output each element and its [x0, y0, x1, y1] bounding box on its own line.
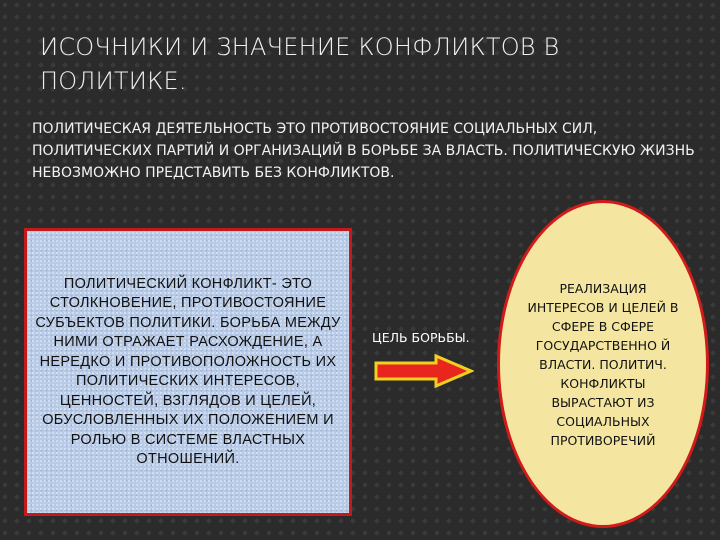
right-arrow-icon: [374, 354, 474, 388]
definition-box: [24, 228, 352, 516]
goal-ellipse: [497, 200, 709, 528]
goal-label: ЦЕЛЬ БОРЬБЫ.: [372, 330, 470, 345]
slide-title: ИСОЧНИКИ И ЗНАЧЕНИЕ КОНФЛИКТОВ В ПОЛИТИКЕ.: [40, 33, 560, 95]
definition-text: ПОЛИТИЧЕСКИЙ КОНФЛИКТ- ЭТО СТОЛКНОВЕНИЕ, ПРОТИВОСТОЯНИЕ СУБЪЕКТОВ ПОЛИТИКИ. БОРЬБА МЕЖДУ НИМИ ОТРАЖАЕТ РАСХОЖДЕНИЕ, А НЕРЕДКО И ПРОТИВОПОЛОЖНОСТЬ ИХ ПОЛИТИЧЕСКИХ ИНТЕРЕСОВ, ЦЕННОСТЕЙ, ВЗГЛЯДОВ И ЦЕЛЕЙ, ОБУСЛОВЛЕННЫХ ИХ ПОЛОЖЕНИЕМ И РОЛЬЮ В СИСТЕМЕ ВЛАСТНЫХ ОТНОШЕНИЙ.: [35, 275, 341, 467]
intro-text: ПОЛИТИЧЕСКАЯ ДЕЯТЕЛЬНОСТЬ ЭТО ПРОТИВОСТОЯНИЕ СОЦИАЛЬНЫХ СИЛ, ПОЛИТИЧЕСКИХ ПАРТИЙ И ОРГАНИЗАЦИЙ В БОРЬБЕ ЗА ВЛАСТЬ. ПОЛИТИЧЕСКУЮ ЖИЗНЬ НЕВОЗМОЖНО ПРЕДСТАВИТЬ БЕЗ КОНФЛИКТОВ.: [32, 121, 695, 181]
goal-text: РЕАЛИЗАЦИЯ ИНТЕРЕСОВ И ЦЕЛЕЙ В СФЕРЕ В СФЕРЕ ГОСУДАРСТВЕННО Й ВЛАСТИ. ПОЛИТИЧ. КОНФЛИКТЫ ВЫРАСТАЮТ ИЗ СОЦИАЛЬНЫХ ПРОТИВОРЕЧИЙ: [527, 280, 679, 448]
